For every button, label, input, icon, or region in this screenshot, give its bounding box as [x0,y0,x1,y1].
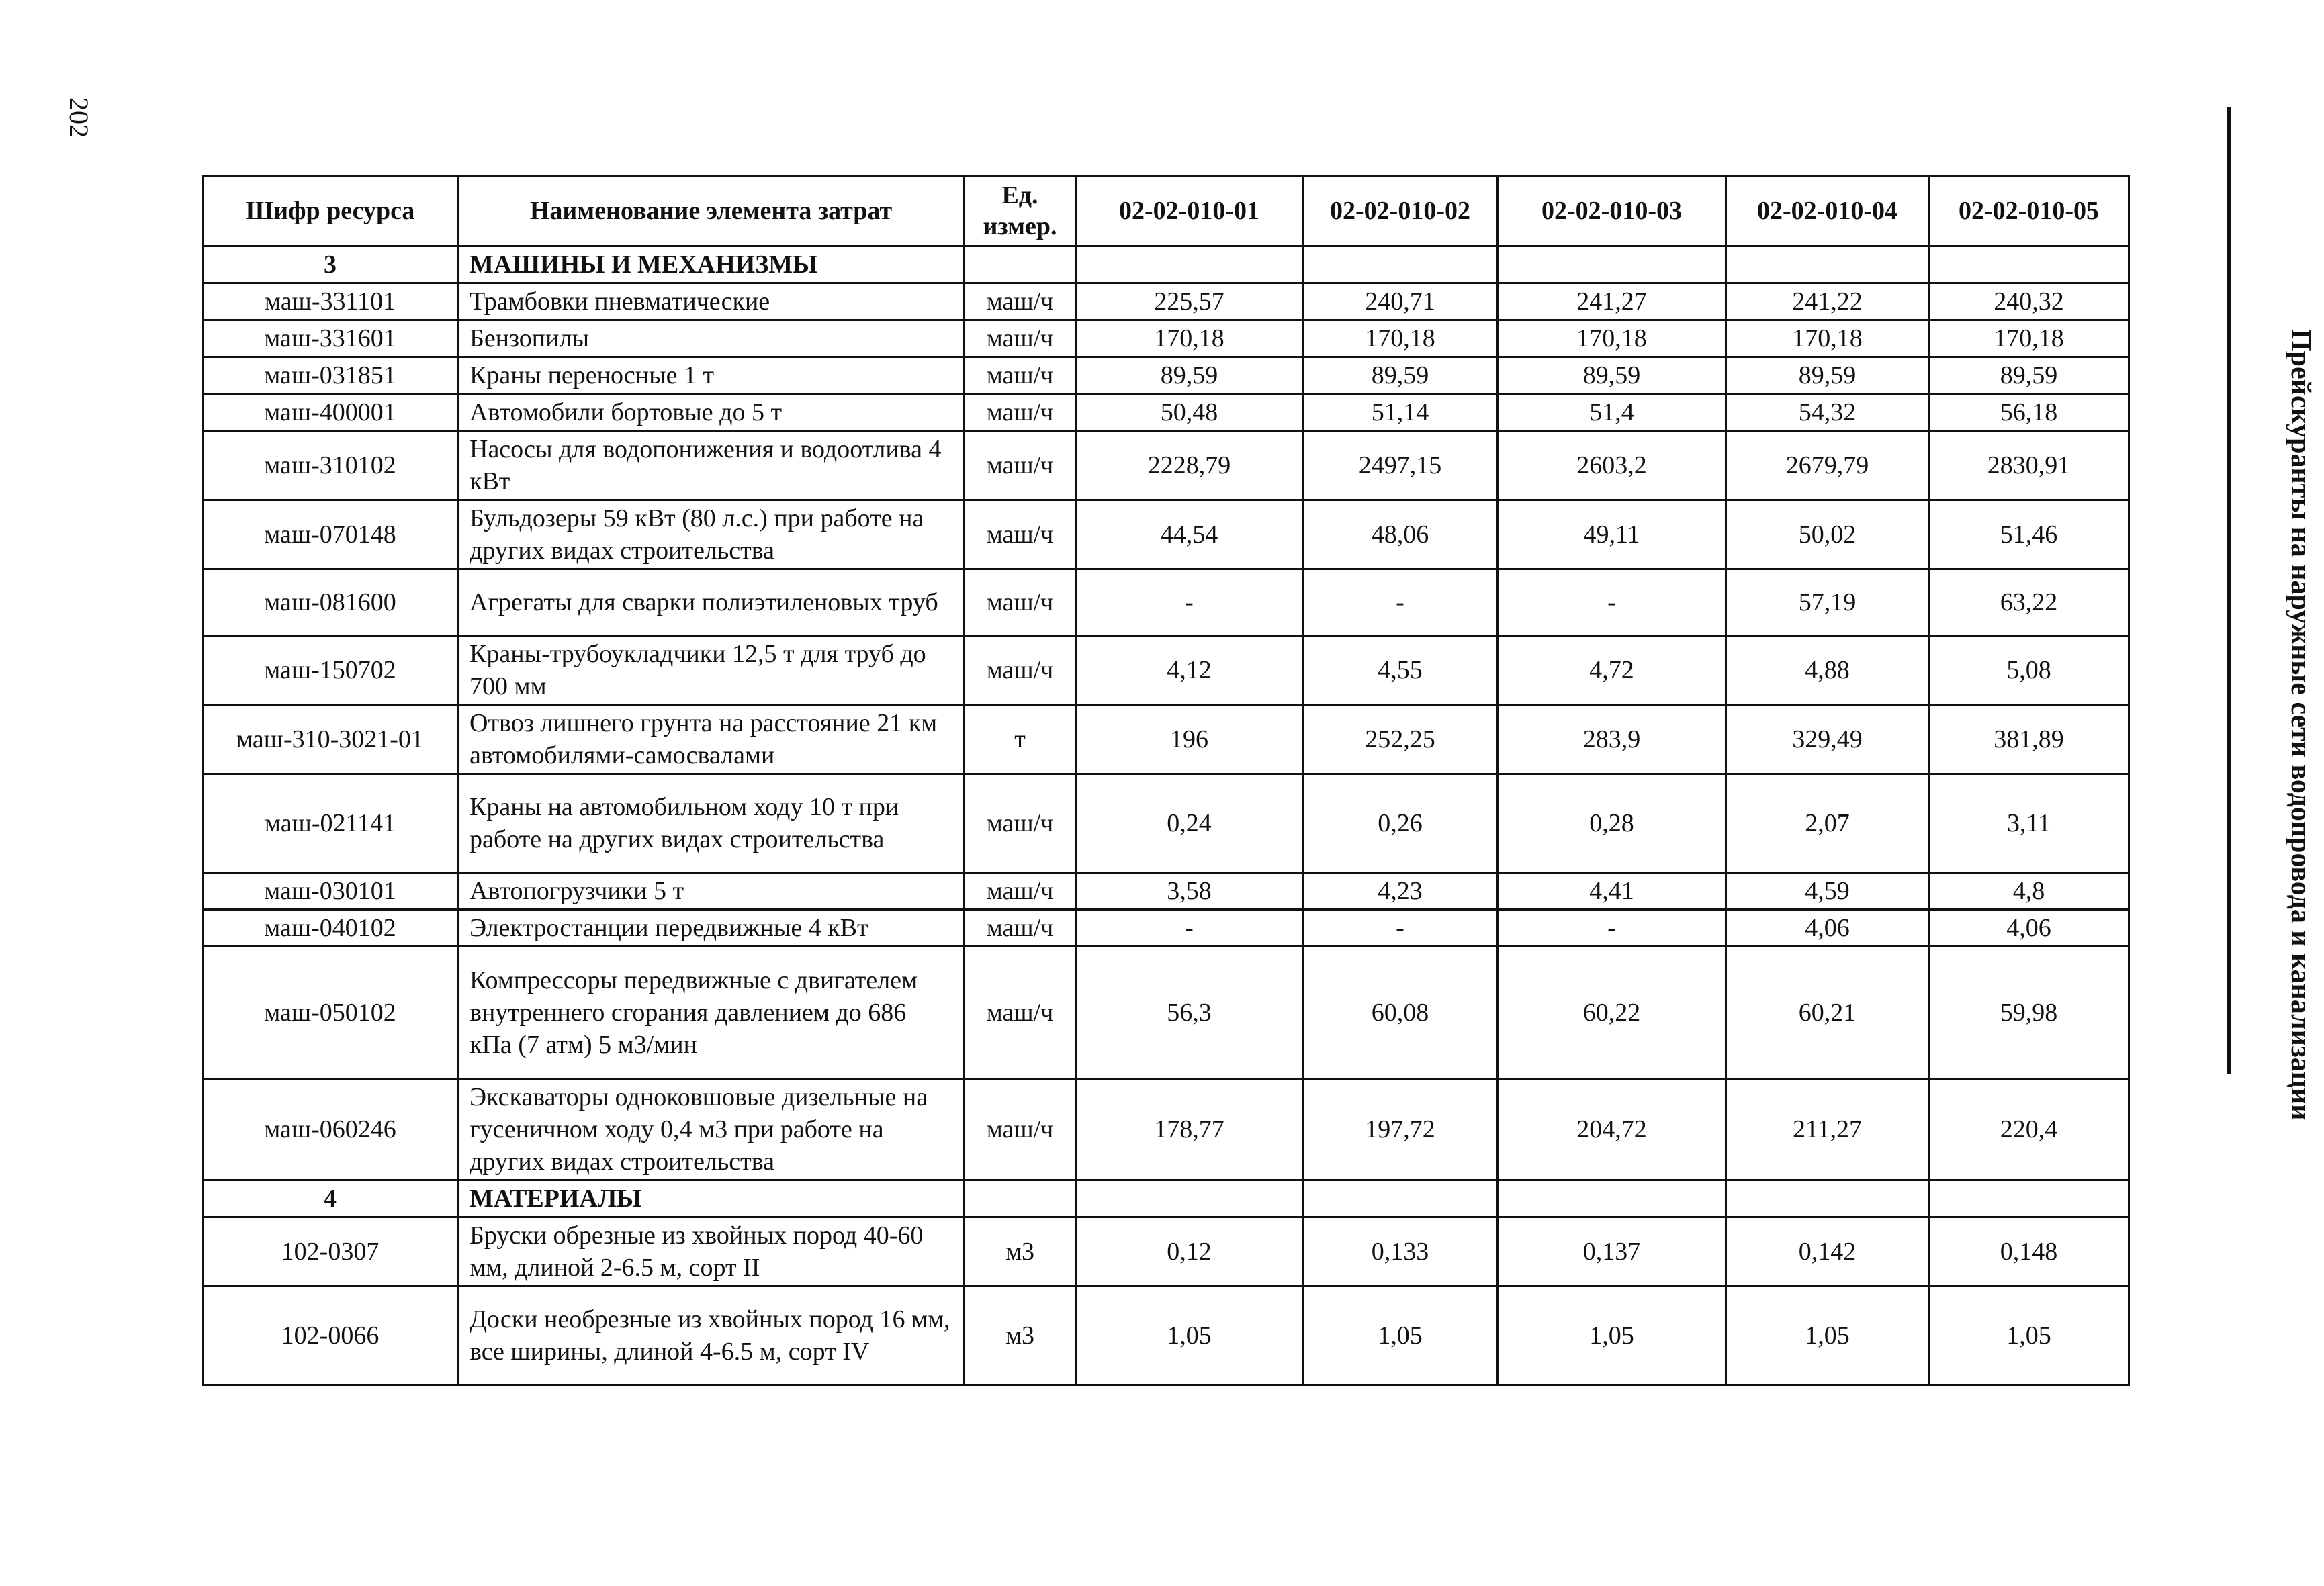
value-cell: 50,48 [1076,394,1303,431]
header-name: Наименование элемента затрат [458,176,965,246]
page-number: 202 [64,97,94,138]
unit-cell: маш/ч [965,283,1076,320]
table-row [203,431,2129,500]
header-column: 02-02-010-02 [1303,176,1498,246]
empty-cell [1498,1180,1726,1217]
value-cell: 196 [1076,705,1303,774]
value-cell: 0,26 [1303,774,1498,873]
empty-cell [1498,246,1726,283]
header-code: Шифр ресурса [203,176,458,246]
running-title-rule [2227,107,2231,1074]
value-cell: 2228,79 [1076,431,1303,500]
resource-code: маш-040102 [203,910,458,947]
value-cell: 4,23 [1303,873,1498,910]
header-column: 02-02-010-05 [1929,176,2129,246]
value-cell: 225,57 [1076,283,1303,320]
empty-cell [965,1180,1076,1217]
value-cell: 0,24 [1076,774,1303,873]
value-cell: 1,05 [1076,1287,1303,1385]
section-title: МАТЕРИАЛЫ [458,1180,965,1217]
empty-cell [1303,1180,1498,1217]
value-cell: 1,05 [1303,1287,1498,1385]
resource-name: Краны на автомобильном ходу 10 т при работе на других видах строительства [458,774,965,873]
resource-name: Бруски обрезные из хвойных пород 40-60 мм, длиной 2-6.5 м, сорт II [458,1217,965,1287]
value-cell: 0,28 [1498,774,1726,873]
table-row [203,1287,2129,1385]
header-column: 02-02-010-04 [1726,176,1929,246]
empty-cell [1076,246,1303,283]
table-row [203,705,2129,774]
value-cell: 170,18 [1498,320,1726,357]
header-unit: Ед. измер. [965,176,1076,246]
unit-cell: м3 [965,1287,1076,1385]
value-cell: 197,72 [1303,1079,1498,1180]
value-cell: 170,18 [1303,320,1498,357]
value-cell: 3,11 [1929,774,2129,873]
empty-cell [1726,1180,1929,1217]
value-cell: 3,58 [1076,873,1303,910]
unit-cell: маш/ч [965,774,1076,873]
resource-code: маш-081600 [203,569,458,636]
value-cell: 241,27 [1498,283,1726,320]
value-cell: 204,72 [1498,1079,1726,1180]
value-cell: 4,55 [1303,636,1498,705]
unit-cell: маш/ч [965,320,1076,357]
unit-cell: маш/ч [965,636,1076,705]
value-cell: 4,72 [1498,636,1726,705]
resource-name: Автопогрузчики 5 т [458,873,965,910]
resource-code: маш-070148 [203,500,458,569]
section-row [203,246,2129,283]
unit-cell: маш/ч [965,357,1076,394]
value-cell: 48,06 [1303,500,1498,569]
value-cell: 4,06 [1929,910,2129,947]
value-cell: 2497,15 [1303,431,1498,500]
resource-name: Насосы для водопонижения и водоотлива 4 кВт [458,431,965,500]
value-cell: 49,11 [1498,500,1726,569]
value-cell: 89,59 [1498,357,1726,394]
value-cell: - [1076,910,1303,947]
unit-cell: м3 [965,1217,1076,1287]
value-cell: 0,137 [1498,1217,1726,1287]
header-row [203,176,2129,246]
value-cell: 283,9 [1498,705,1726,774]
empty-cell [1726,246,1929,283]
resource-code: маш-331601 [203,320,458,357]
table-row [203,357,2129,394]
value-cell: 89,59 [1303,357,1498,394]
resource-code: маш-331101 [203,283,458,320]
section-number: 4 [203,1180,458,1217]
value-cell: 60,21 [1726,947,1929,1079]
empty-cell [965,246,1076,283]
resource-code: маш-030101 [203,873,458,910]
table-row [203,1079,2129,1180]
value-cell: 4,41 [1498,873,1726,910]
value-cell: - [1498,910,1726,947]
section-title: МАШИНЫ И МЕХАНИЗМЫ [458,246,965,283]
empty-cell [1929,246,2129,283]
resource-code: маш-031851 [203,357,458,394]
value-cell: 60,08 [1303,947,1498,1079]
resource-code: маш-021141 [203,774,458,873]
value-cell: - [1303,569,1498,636]
table-body [203,246,2129,1385]
table-row [203,774,2129,873]
resource-code: 102-0066 [203,1287,458,1385]
value-cell: 2830,91 [1929,431,2129,500]
value-cell: 381,89 [1929,705,2129,774]
section-number: 3 [203,246,458,283]
value-cell: 51,46 [1929,500,2129,569]
value-cell: 51,4 [1498,394,1726,431]
resource-code: маш-060246 [203,1079,458,1180]
value-cell: 57,19 [1726,569,1929,636]
value-cell: 170,18 [1929,320,2129,357]
value-cell: 0,148 [1929,1217,2129,1287]
table-row [203,500,2129,569]
resource-name: Трамбовки пневматические [458,283,965,320]
empty-cell [1929,1180,2129,1217]
value-cell: 0,133 [1303,1217,1498,1287]
resource-name: Отвоз лишнего грунта на расстояние 21 км автомобилями-самосвалами [458,705,965,774]
resource-name: Доски необрезные из хвойных пород 16 мм, все ширины, длиной 4-6.5 м, сорт IV [458,1287,965,1385]
resource-code: маш-150702 [203,636,458,705]
value-cell: 5,08 [1929,636,2129,705]
value-cell: 1,05 [1726,1287,1929,1385]
resource-name: Агрегаты для сварки полиэтиленовых труб [458,569,965,636]
unit-cell: маш/ч [965,394,1076,431]
resource-name: Компрессоры передвижные с двигателем внутреннего сгорания давлением до 686 кПа (7 атм) 5 м3/мин [458,947,965,1079]
value-cell: 4,12 [1076,636,1303,705]
value-cell: 50,02 [1726,500,1929,569]
resource-cost-table [202,175,2130,1386]
resource-code: маш-050102 [203,947,458,1079]
table-row [203,873,2129,910]
resource-name: Автомобили бортовые до 5 т [458,394,965,431]
resource-code: 102-0307 [203,1217,458,1287]
value-cell: 211,27 [1726,1079,1929,1180]
value-cell: 60,22 [1498,947,1726,1079]
section-row [203,1180,2129,1217]
value-cell: 1,05 [1929,1287,2129,1385]
value-cell: 170,18 [1726,320,1929,357]
value-cell: 54,32 [1726,394,1929,431]
value-cell: 329,49 [1726,705,1929,774]
value-cell: - [1303,910,1498,947]
running-title: Прейскуранты на наружные сети водопровода и канализации [2285,329,2316,1121]
resource-code: маш-310-3021-01 [203,705,458,774]
resource-name: Бензопилы [458,320,965,357]
value-cell: 1,05 [1498,1287,1726,1385]
value-cell: 4,59 [1726,873,1929,910]
unit-cell: маш/ч [965,947,1076,1079]
unit-cell: маш/ч [965,1079,1076,1180]
value-cell: 4,8 [1929,873,2129,910]
value-cell: 89,59 [1726,357,1929,394]
table-row [203,910,2129,947]
value-cell: - [1076,569,1303,636]
unit-cell: маш/ч [965,569,1076,636]
table-row [203,320,2129,357]
value-cell: 89,59 [1076,357,1303,394]
resource-code: маш-310102 [203,431,458,500]
value-cell: 56,3 [1076,947,1303,1079]
value-cell: - [1498,569,1726,636]
resource-name: Краны переносные 1 т [458,357,965,394]
unit-cell: маш/ч [965,500,1076,569]
table-row [203,636,2129,705]
value-cell: 0,142 [1726,1217,1929,1287]
resource-name: Бульдозеры 59 кВт (80 л.с.) при работе на других видах строительства [458,500,965,569]
table-row [203,1217,2129,1287]
empty-cell [1303,246,1498,283]
value-cell: 56,18 [1929,394,2129,431]
resource-code: маш-400001 [203,394,458,431]
unit-cell: маш/ч [965,873,1076,910]
unit-cell: маш/ч [965,431,1076,500]
value-cell: 4,06 [1726,910,1929,947]
value-cell: 240,32 [1929,283,2129,320]
value-cell: 59,98 [1929,947,2129,1079]
value-cell: 2,07 [1726,774,1929,873]
table-row [203,947,2129,1079]
table-row [203,283,2129,320]
value-cell: 4,88 [1726,636,1929,705]
empty-cell [1076,1180,1303,1217]
header-column: 02-02-010-03 [1498,176,1726,246]
resource-name: Краны-трубоукладчики 12,5 т для труб до 700 мм [458,636,965,705]
value-cell: 63,22 [1929,569,2129,636]
value-cell: 252,25 [1303,705,1498,774]
unit-cell: т [965,705,1076,774]
resource-name: Электростанции передвижные 4 кВт [458,910,965,947]
value-cell: 89,59 [1929,357,2129,394]
table-row [203,569,2129,636]
unit-cell: маш/ч [965,910,1076,947]
value-cell: 51,14 [1303,394,1498,431]
table-row [203,394,2129,431]
value-cell: 2603,2 [1498,431,1726,500]
value-cell: 220,4 [1929,1079,2129,1180]
value-cell: 241,22 [1726,283,1929,320]
value-cell: 178,77 [1076,1079,1303,1180]
value-cell: 170,18 [1076,320,1303,357]
header-column: 02-02-010-01 [1076,176,1303,246]
resource-name: Экскаваторы одноковшовые дизельные на гусеничном ходу 0,4 м3 при работе на других видах строительства [458,1079,965,1180]
value-cell: 44,54 [1076,500,1303,569]
value-cell: 2679,79 [1726,431,1929,500]
value-cell: 240,71 [1303,283,1498,320]
value-cell: 0,12 [1076,1217,1303,1287]
